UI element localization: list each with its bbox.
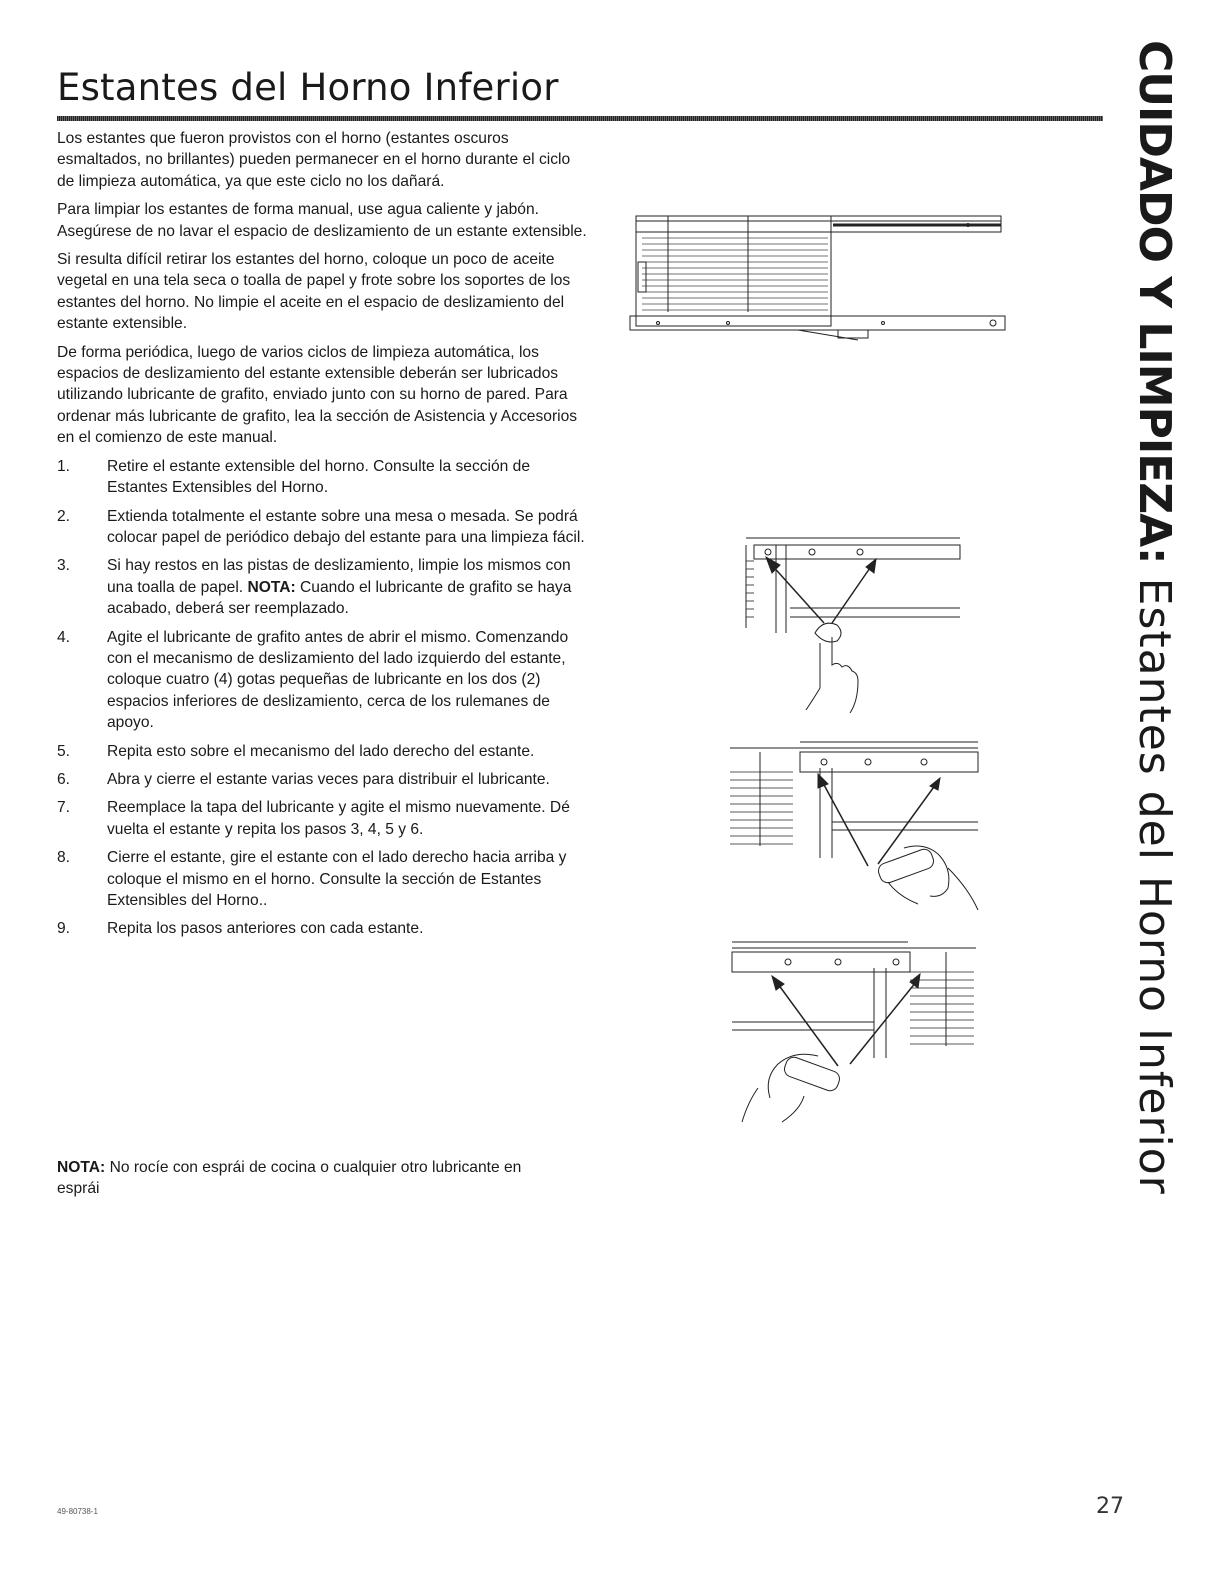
extended-rack-illustration [628, 212, 1013, 347]
final-note [57, 1157, 527, 1200]
step-number: 5. [57, 742, 71, 760]
note-text: Cuando el lubricante de grafito se haya acabado, deberá ser reemplazado. [107, 578, 572, 618]
step-item [57, 627, 587, 734]
step-item [57, 769, 587, 790]
paragraph-lubrication: De forma periódica, luego de varios ciclos de limpieza automática, los espacios de deslizamiento del estante extensible deberán ser lubricados utilizando lubricante de grafito, enviado junto con su horno de pared. Para ordenar más lubricante de grafito, lea la sección de Asistencia y Accesorios en el comienzo de este manual. [57, 343, 578, 447]
note-label: NOTA: [247, 578, 296, 596]
step-text: Reemplace la tapa del lubricante y agite el mismo nuevamente. Dé vuelta el estante y repita los pasos 3, 4, 5 y 6. [107, 799, 570, 838]
side-tab-subsection: Estantes del Horno Inferior [1129, 577, 1180, 1195]
figure-clean-tracks [740, 533, 965, 713]
step-item [57, 847, 587, 911]
step-number: 3. [57, 557, 71, 575]
step-number: 9. [57, 920, 71, 938]
step-item [57, 797, 587, 840]
figure-lubricate-left [728, 738, 983, 910]
step-text: Cierre el estante, gire el estante con el lado derecho hacia arriba y coloque el mismo en el horno. Consulte la sección de Estantes Extensibles del Horno.. [107, 849, 567, 909]
page-number: 27 [1096, 1494, 1124, 1519]
steps-list [57, 456, 587, 940]
body-text [57, 128, 587, 947]
final-note-label: NOTA: [57, 1159, 106, 1176]
step-number: 6. [57, 770, 71, 788]
paragraph-self-clean: Los estantes que fueron provistos con el horno (estantes oscuros esmaltados, no brillantes) pueden permanecer en el horno durante el ciclo de limpieza automática, ya que este ciclo no los dañará. [57, 130, 571, 190]
lubricate-right-illustration [728, 938, 978, 1128]
lubricate-left-illustration [728, 738, 983, 910]
side-tab-section: CUIDADO Y LIMPIEZA: [1129, 40, 1180, 564]
step-item [57, 506, 587, 549]
step-number: 4. [57, 628, 71, 646]
page-title: Estantes del Horno Inferior [57, 66, 559, 109]
step-number: 7. [57, 799, 71, 817]
step-number: 1. [57, 457, 71, 475]
step-number: 2. [57, 507, 71, 525]
step-item [57, 555, 587, 619]
title-rule [57, 116, 1103, 121]
step-text: Extienda totalmente el estante sobre una mesa o mesada. Se podrá colocar papel de periódico debajo del estante para una limpieza fácil. [107, 507, 585, 546]
final-note-text: No rocíe con esprái de cocina o cualquier otro lubricante en esprái [57, 1159, 522, 1198]
paragraph-difficult-removal: Si resulta difícil retirar los estantes del horno, coloque un poco de aceite vegetal en una tela seca o toalla de papel y frote sobre los soportes de los estantes del horno. No limpie el aceite en el espacio de deslizamiento del estante extensible. [57, 251, 571, 333]
step-number: 8. [57, 849, 71, 867]
document-code: 49-80738-1 [57, 1507, 98, 1516]
side-tab-text [1128, 40, 1180, 1195]
step-item [57, 456, 587, 499]
step-text: Retire el estante extensible del horno. Consulte la sección de Estantes Extensibles del Horno. [107, 457, 531, 497]
step-text: Si hay restos en las pistas de deslizamiento, limpie los mismos con una toalla de papel. [107, 557, 571, 596]
step-item [57, 918, 587, 939]
figure-lubricate-right [728, 938, 978, 1128]
paragraph-manual-clean: Para limpiar los estantes de forma manual, use agua caliente y jabón. Asegúrese de no lavar el espacio de deslizamiento de un estante extensible. [57, 201, 587, 240]
figure-extended-rack [628, 212, 1013, 347]
clean-tracks-illustration [740, 533, 965, 713]
step-text: Abra y cierre el estante varias veces para distribuir el lubricante. [107, 770, 550, 788]
step-text: Agite el lubricante de grafito antes de abrir el mismo. Comenzando con el mecanismo de deslizamiento del lado izquierdo del estante, coloque cuatro (4) gotas pequeñas de lubricante en los dos (2) espacios inferiores de deslizamiento, cerca de los rulemanes de apoyo. [107, 628, 569, 732]
step-text: Repita esto sobre el mecanismo del lado derecho del estante. [107, 742, 535, 760]
step-text: Repita los pasos anteriores con cada estante. [107, 920, 424, 938]
side-tab [1128, 40, 1188, 1195]
step-item [57, 741, 587, 762]
